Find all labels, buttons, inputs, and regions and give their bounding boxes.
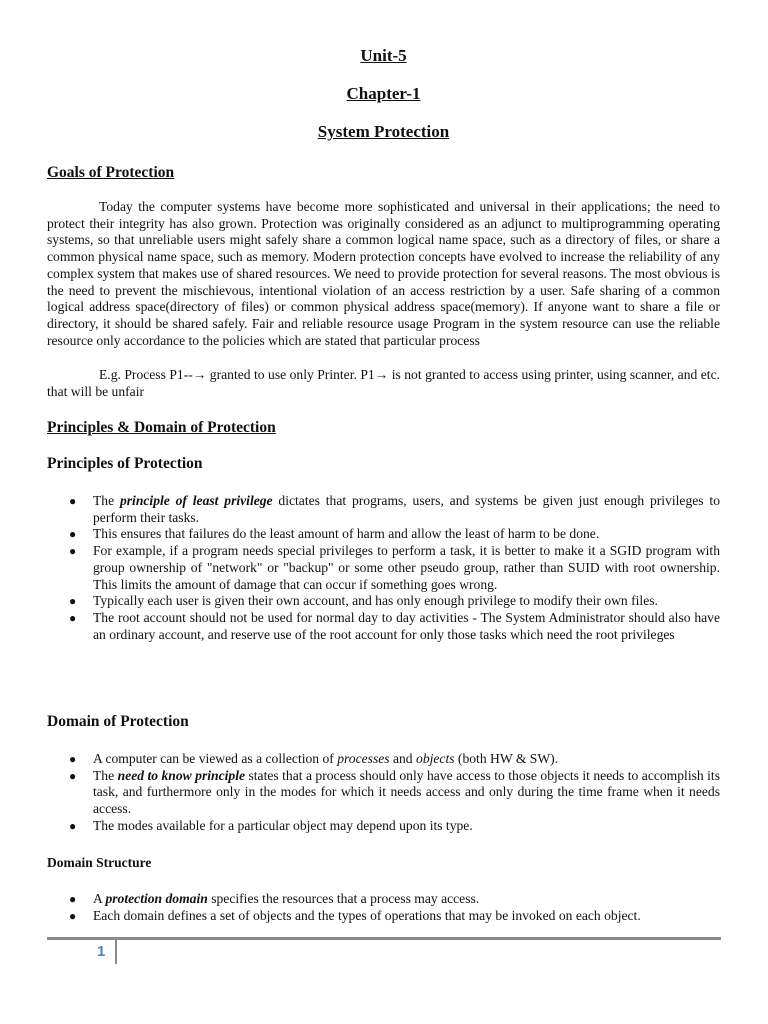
page-title: System Protection (317, 122, 450, 141)
bullet-icon: ● (69, 610, 77, 625)
list-item: ● A protection domain specifies the resources that a process may access. (69, 891, 480, 906)
list-item: ● The need to know principle states that a process should only have access to those objects it needs to accomplish its task, and furthermore only in the modes for which it needs access and only during the time frame when it needs access. (69, 767, 720, 817)
footer-separator (115, 940, 117, 964)
list-item: ● For example, if a program needs special privileges to perform a task, it is better to make it a SGID program with group ownership of "network" or "backup" or some other pseudo group, rather than SUID with root ownership. This limits the amount of damage that can occur if something goes wrong. (69, 543, 720, 592)
principles-domain-heading: Principles & Domain of Protection (47, 419, 276, 436)
domain-list (47, 751, 720, 835)
bullet-icon: ● (69, 527, 77, 542)
list-item: ● The principle of least privilege dictates that programs, users, and systems be given just enough privileges to perform their tasks. (69, 493, 720, 525)
principles-list (47, 493, 720, 643)
bullet-icon: ● (69, 818, 77, 833)
bullet-icon: ● (69, 908, 77, 923)
list-item: ● Typically each user is given their own account, and has only enough privilege to modify their own files. (69, 593, 658, 609)
list-item: ● The modes available for a particular object may depend upon its type. (69, 817, 473, 833)
domain-heading: Domain of Protection (47, 713, 189, 730)
goals-example: E.g. Process P1--→ granted to use only Printer. P1→ is not granted to access using printer, using scanner, and etc. that will be unfair (47, 367, 720, 399)
bullet-icon: ● (69, 752, 77, 766)
goals-paragraph: Today the computer systems have become more sophisticated and universal in their applications; the need to protect their integrity has also grown. Protection was originally considered as an adjunct to multiprogramming operating systems, so that unreliable users might safely share a common logical name space, such as a directory of files, or share a common physical name space, such as memory. Modern protection concepts have evolved to increase the reliability of any complex system that makes use of shared resources. We need to provide protection for several reasons. The most obvious is the need to prevent the mischievous, intentional violation of an access restriction by a user. Safe sharing of a common logical address space(directory of files) or common physical address space(memory). If anyone want to share a file or directory, it should be shared safely. Fair and reliable resource usage Program in the system resource can use the reliable resource only accordance to the policies which are stated that particular process (47, 199, 720, 348)
goals-heading: Goals of Protection (47, 164, 175, 181)
list-item: ● This ensures that failures do the least amount of harm and allow the least of harm to be done. (69, 526, 600, 542)
principles-heading: Principles of Protection (47, 455, 203, 472)
domain-structure-heading: Domain Structure (47, 855, 152, 870)
emphasis-term: principle of least privilege (119, 493, 273, 508)
emphasis-term: need to know principle (117, 767, 246, 783)
bullet-icon: ● (69, 594, 77, 609)
unit-title: Unit-5 (360, 46, 407, 65)
list-item: ● A computer can be viewed as a collection of processes and objects (both HW & SW). (69, 751, 559, 766)
bullet-icon: ● (69, 494, 77, 508)
emphasis-term: protection domain (105, 891, 208, 906)
footer-divider (47, 937, 721, 940)
list-item: ● The root account should not be used for normal day to day activities - The System Administrator should also have an ordinary account, and reserve use of the root account for only those tasks which need the root privileges (69, 609, 720, 642)
domain-structure-list (47, 891, 720, 924)
bullet-icon: ● (69, 544, 77, 559)
chapter-title: Chapter-1 (346, 84, 421, 103)
list-item: ● Each domain defines a set of objects and the types of operations that may be invoked on each object. (69, 907, 641, 923)
bullet-icon: ● (69, 768, 77, 783)
bullet-icon: ● (69, 892, 77, 906)
page-number: 1 (97, 943, 106, 960)
